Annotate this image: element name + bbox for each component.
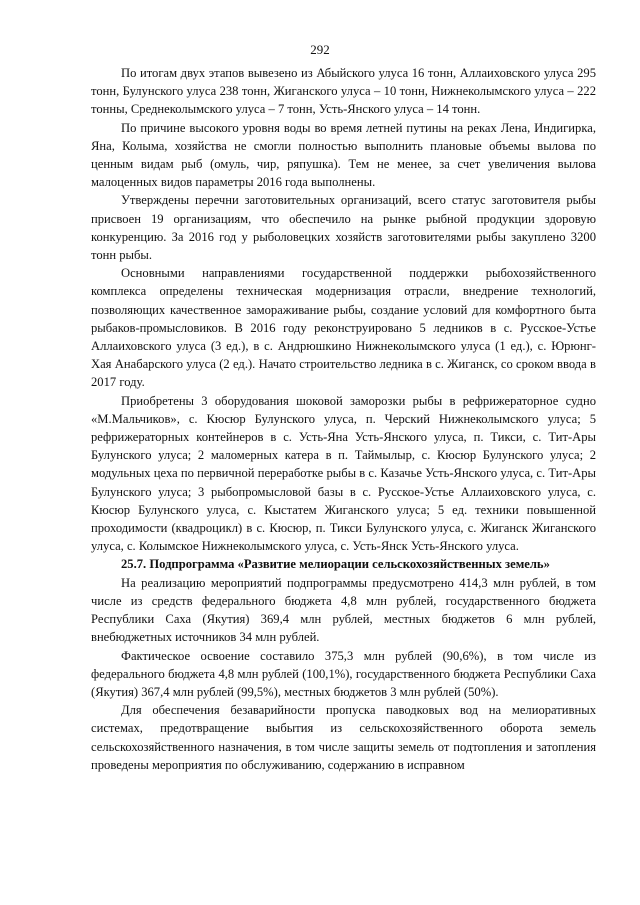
- paragraph: На реализацию мероприятий подпрограммы предусмотрено 414,3 млн рублей, в том числе из средств федерального бюджета 4,8 млн рублей, государственного бюджета Республики Саха (Якутия) 369,4 млн рублей, местных бюджетов 6 млн рублей, внебюджетных источников 34 млн рублей.: [91, 575, 596, 645]
- paragraph: Основными направлениями государственной поддержки рыбохозяйственного комплекса определены техническая модернизация отрасли, внедрение технологий, позволяющих качественное замораживание рыбы, создание условий для комфортного быта рыбаков-промысловиков. В 2016 году реконструировано 5 ледников в с. Русское-Устье Аллаиховского улуса (3 ед.), в с. Андрюшкино Нижнеколымского улуса (1 ед.), с. Юрюнг-Хая Анабарского улуса (2 ед.). Начато строительство ледника в с. Жиганск, со сроком ввода в 2017 году.: [91, 266, 596, 390]
- document-body: [91, 64, 596, 774]
- paragraph: Для обеспечения безаварийности пропуска паводковых вод на мелиоративных системах, предотвращение выбытия из сельскохозяйственного оборота земель сельскохозяйственного назначения, в том числе защиты земель от подтопления и затопления проведены мероприятия по обслуживанию, содержанию в исправном: [91, 703, 596, 772]
- page-number: 292: [310, 42, 330, 57]
- paragraph: По итогам двух этапов вывезено из Абыйского улуса 16 тонн, Аллаиховского улуса 295 тонн, Булунского улуса 238 тонн, Жиганского улуса – 10 тонн, Нижнеколымского улуса – 222 тонны, Среднеколымского улуса – 7 тонн, Усть-Янского улуса – 14 тонн.: [91, 66, 596, 117]
- paragraph: Фактическое освоение составило 375,3 млн рублей (90,6%), в том числе из федерального бюджета 4,8 млн рублей (100,1%), государственного бюджета Республики Саха (Якутия) 367,4 млн рублей (99,5%), местных бюджетов 3 млн рублей (50%).: [91, 648, 596, 699]
- section-heading: 25.7. Подпрограмма «Развитие мелиорации сельскохозяйственных земель»: [121, 557, 550, 572]
- paragraph: Утверждены перечни заготовительных организаций, всего статус заготовителя рыбы присвоен 19 организациям, что обеспечило на рынке рыбной продукции здоровую конкуренцию. За 2016 год у рыболовецких хозяйств заготовителями рыбы закуплено 3200 тонн рыбы.: [91, 193, 596, 263]
- paragraph: Приобретены 3 оборудования шоковой заморозки рыбы в рефрижераторное судно «М.Мальчиков», с. Кюсюр Булунского улуса, п. Черский Нижнеколымского улуса; 5 рефрижераторных контейнеров в с. Усть-Яна Усть-Янского улуса, п. Тикси, с. Тит-Ары Булунского улуса; 2 маломерных катера в п. Таймылыр, с. Кюсюр Булунского улуса; 2 модульных цеха по первичной переработке рыбы в с. Казачье Усть-Янского улуса, с. Тит-Ары Булунского улуса; 3 рыбопромысловой базы в с. Русское-Устье Аллаиховского улуса, с. Кюсюр Булунского улуса, с. Кыстатем Жиганского улуса; 5 ед. техники повышенной проходимости (квадроцикл) в с. Кюсюр, п. Тикси Булунского улуса, с. Жиганск Жиганского улуса, с. Колымское Нижнеколымского улуса, с. Усть-Янск Усть-Янского улуса.: [91, 393, 596, 554]
- paragraph: По причине высокого уровня воды во время летней путины на реках Лена, Индигирка, Яна, Колыма, хозяйства не смогли полностью выполнить плановые объемы вылова по ценным видам рыб (омуль, чир, ряпушка). Тем не менее, за счет увеличения вылова малоценных видов параметры 2016 года выполнены.: [91, 120, 596, 190]
